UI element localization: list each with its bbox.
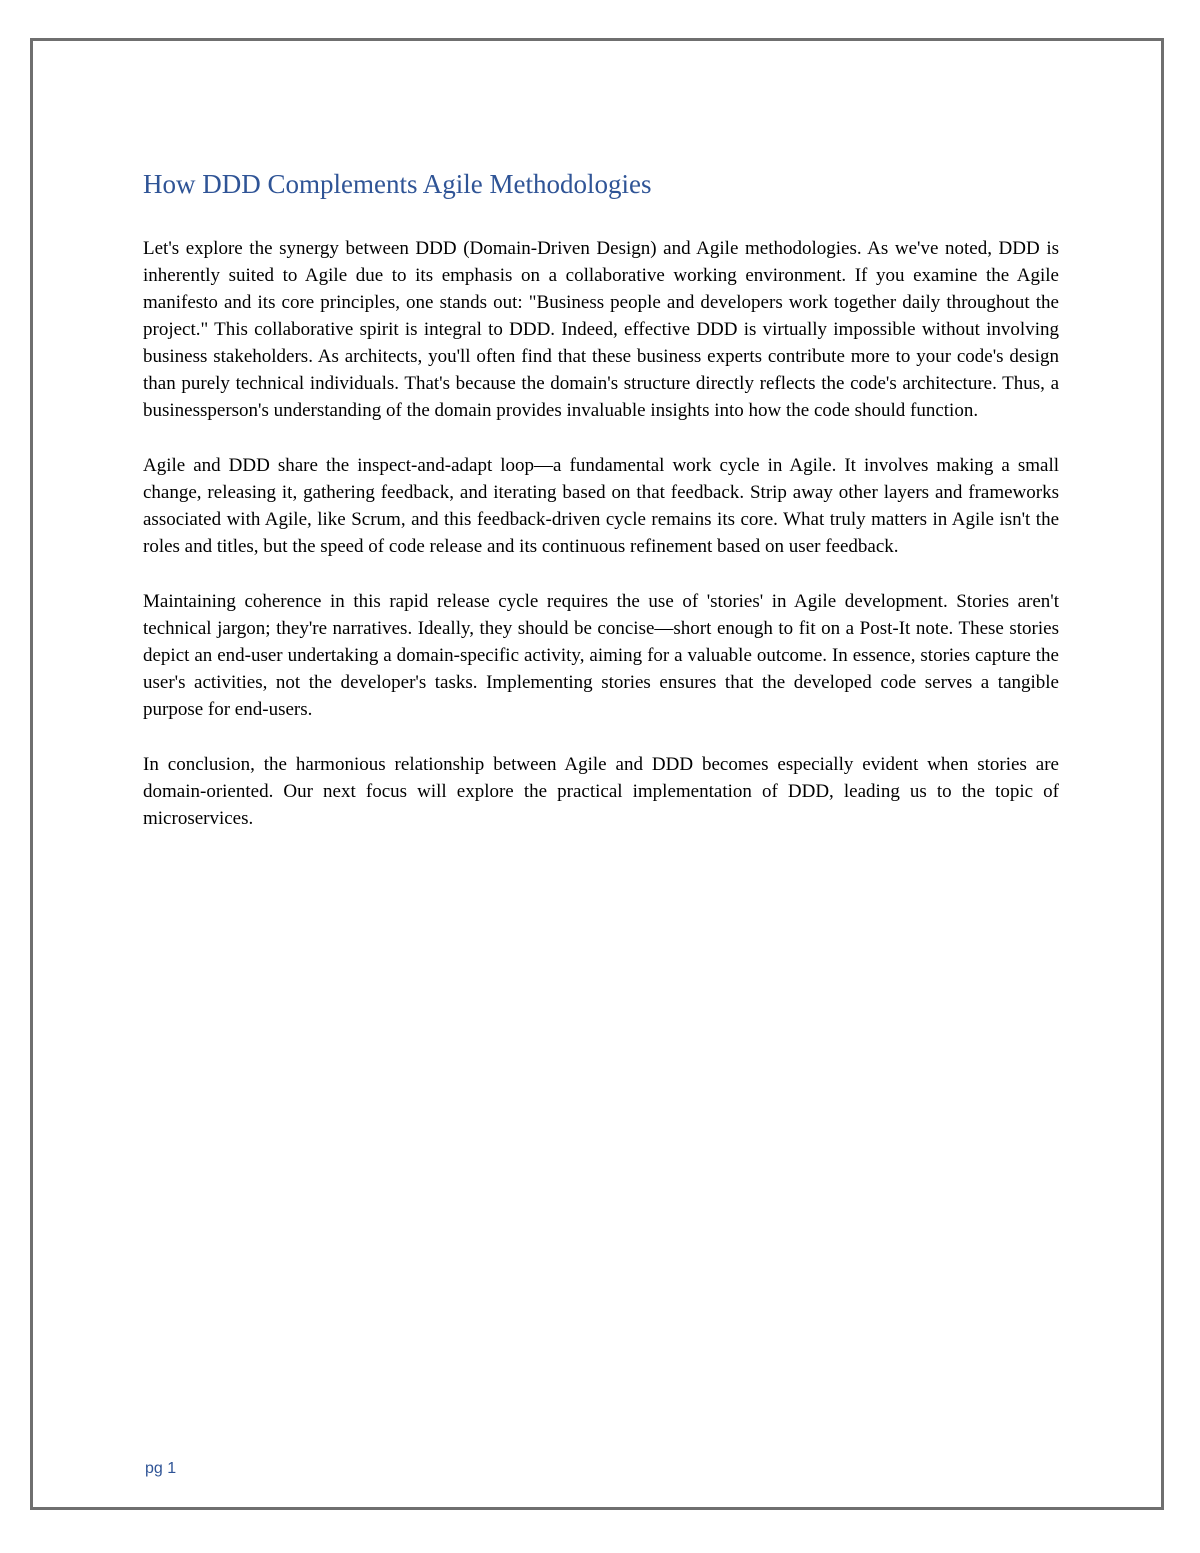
- page-number: pg 1: [145, 1460, 177, 1477]
- paragraph-conclusion: In conclusion, the harmonious relationship between Agile and DDD becomes especially evident when stories are domain-oriented. Our next focus will explore the practical implementation of DDD, leading us to the topic of microservices.: [143, 754, 1059, 829]
- paragraph-stories: Maintaining coherence in this rapid release cycle requires the use of 'stories' in Agile development. Stories aren't technical jargon; they're narratives. Ideally, they should be concise—short enough to fit on a Post-It note. These stories depict an end-user undertaking a domain-specific activity, aiming for a valuable outcome. In essence, stories capture the user's activities, not the developer's tasks. Implementing stories ensures that the developed code serves a tangible purpose for end-users.: [143, 591, 1059, 720]
- page-title: How DDD Complements Agile Methodologies: [143, 169, 652, 199]
- paragraph-inspect-adapt: Agile and DDD share the inspect-and-adapt loop—a fundamental work cycle in Agile. It involves making a small change, releasing it, gathering feedback, and iterating based on that feedback. Strip away other layers and frameworks associated with Agile, like Scrum, and this feedback-driven cycle remains its core. What truly matters in Agile isn't the roles and titles, but the speed of code release and its continuous refinement based on user feedback.: [143, 455, 1059, 557]
- document-body: [143, 164, 1059, 860]
- paragraph-synergy: Let's explore the synergy between DDD (Domain-Driven Design) and Agile methodologies. As we've noted, DDD is inherently suited to Agile due to its emphasis on a collaborative working environment. If you examine the Agile manifesto and its core principles, one stands out: "Business people and developers work together daily throughout the project." This collaborative spirit is integral to DDD. Indeed, effective DDD is virtually impossible without involving business stakeholders. As architects, you'll often find that these business experts contribute more to your code's design than purely technical individuals. That's because the domain's structure directly reflects the code's architecture. Thus, a businessperson's understanding of the domain provides invaluable insights into how the code should function.: [143, 238, 1059, 421]
